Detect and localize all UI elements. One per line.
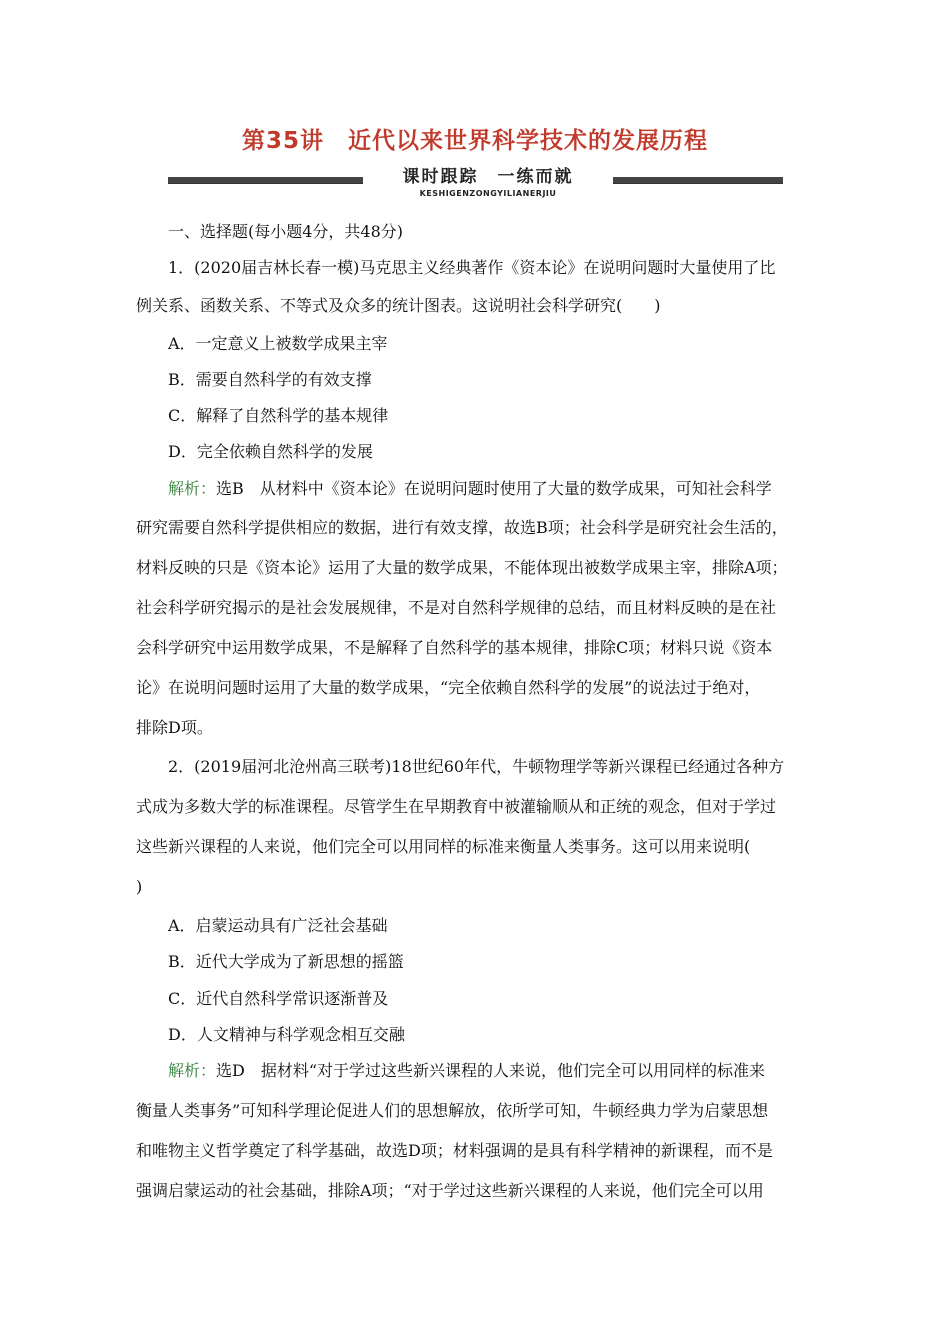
- q1-option-c: C．解释了自然科学的基本规律: [168, 406, 389, 425]
- analysis-label: 解析：: [168, 1061, 217, 1080]
- analysis-text: 选B 从材料中《资本论》在说明问题时使用了大量的数学成果，可知社会科学: [216, 479, 772, 498]
- banner-bar-left: [168, 177, 363, 183]
- section-banner: [168, 160, 783, 200]
- q1-analysis-line: 研究需要自然科学提供相应的数据，进行有效支撑，故选B项；社会科学是研究社会生活的，: [136, 518, 788, 537]
- q1-option-d: D．完全依赖自然科学的发展: [168, 442, 373, 461]
- q2-stem-line: ): [136, 877, 143, 896]
- banner-subtitle: KESHIGENZONGYILIANERJIU: [419, 189, 557, 198]
- q2-analysis-line: [168, 1061, 765, 1081]
- q1-analysis-line: 论》在说明问题时运用了大量的数学成果，“完全依赖自然科学的发展”的说法过于绝对，: [136, 678, 761, 697]
- q2-analysis-line: 强调启蒙运动的社会基础，排除A项；“对于学过这些新兴课程的人来说，他们完全可以用: [136, 1181, 764, 1200]
- analysis-text: 选D 据材料“对于学过这些新兴课程的人来说，他们完全可以用同样的标准来: [216, 1061, 766, 1080]
- q1-analysis-line: 会科学研究中运用数学成果，不是解释了自然科学的基本规律，排除C项；材料只说《资本: [136, 638, 773, 657]
- q2-option-a: A．启蒙运动具有广泛社会基础: [168, 916, 388, 935]
- analysis-label: 解析：: [168, 479, 217, 498]
- banner-center: [363, 160, 613, 200]
- banner-bar-right: [613, 177, 783, 183]
- q1-option-b: B．需要自然科学的有效支撑: [168, 370, 372, 389]
- q2-option-b: B．近代大学成为了新思想的摇篮: [168, 952, 404, 971]
- q1-option-a: A．一定意义上被数学成果主宰: [168, 334, 388, 353]
- section-header: 一、选择题(每小题4分，共48分): [168, 222, 404, 241]
- q1-analysis-line: 排除D项。: [136, 718, 213, 737]
- q1-stem-line: 1．(2020届吉林长春一模)马克思主义经典著作《资本论》在说明问题时大量使用了比: [168, 258, 776, 277]
- q1-analysis-line: [168, 479, 772, 499]
- banner-title: 课时跟踪 一练而就: [402, 167, 574, 187]
- q2-option-d: D．人文精神与科学观念相互交融: [168, 1025, 405, 1044]
- q1-analysis-line: 社会科学研究揭示的是社会发展规律，不是对自然科学规律的总结，而且材料反映的是在社: [136, 598, 777, 617]
- q2-option-c: C．近代自然科学常识逐渐普及: [168, 989, 389, 1008]
- page-title: 第35讲 近代以来世界科学技术的发展历程: [241, 128, 708, 154]
- q2-analysis-line: 和唯物主义哲学奠定了科学基础，故选D项；材料强调的是具有科学精神的新课程，而不是: [136, 1141, 773, 1160]
- q1-stem-line: 例关系、函数关系、不等式及众多的统计图表。这说明社会科学研究( ): [136, 296, 661, 315]
- q1-analysis-line: 材料反映的只是《资本论》运用了大量的数学成果，不能体现出被数学成果主宰，排除A项；: [136, 558, 788, 577]
- q2-analysis-line: 衡量人类事务”可知科学理论促进人们的思想解放，依所学可知，牛顿经典力学为启蒙思想: [136, 1101, 769, 1120]
- q2-stem-line: 2．(2019届河北沧州高三联考)18世纪60年代，牛顿物理学等新兴课程已经通过各种方: [168, 757, 785, 776]
- q2-stem-line: 式成为多数大学的标准课程。尽管学生在早期教育中被灌输顺从和正统的观念，但对于学过: [136, 797, 777, 816]
- q2-stem-line: 这些新兴课程的人来说，他们完全可以用同样的标准来衡量人类事务。这可以用来说明(: [136, 837, 751, 856]
